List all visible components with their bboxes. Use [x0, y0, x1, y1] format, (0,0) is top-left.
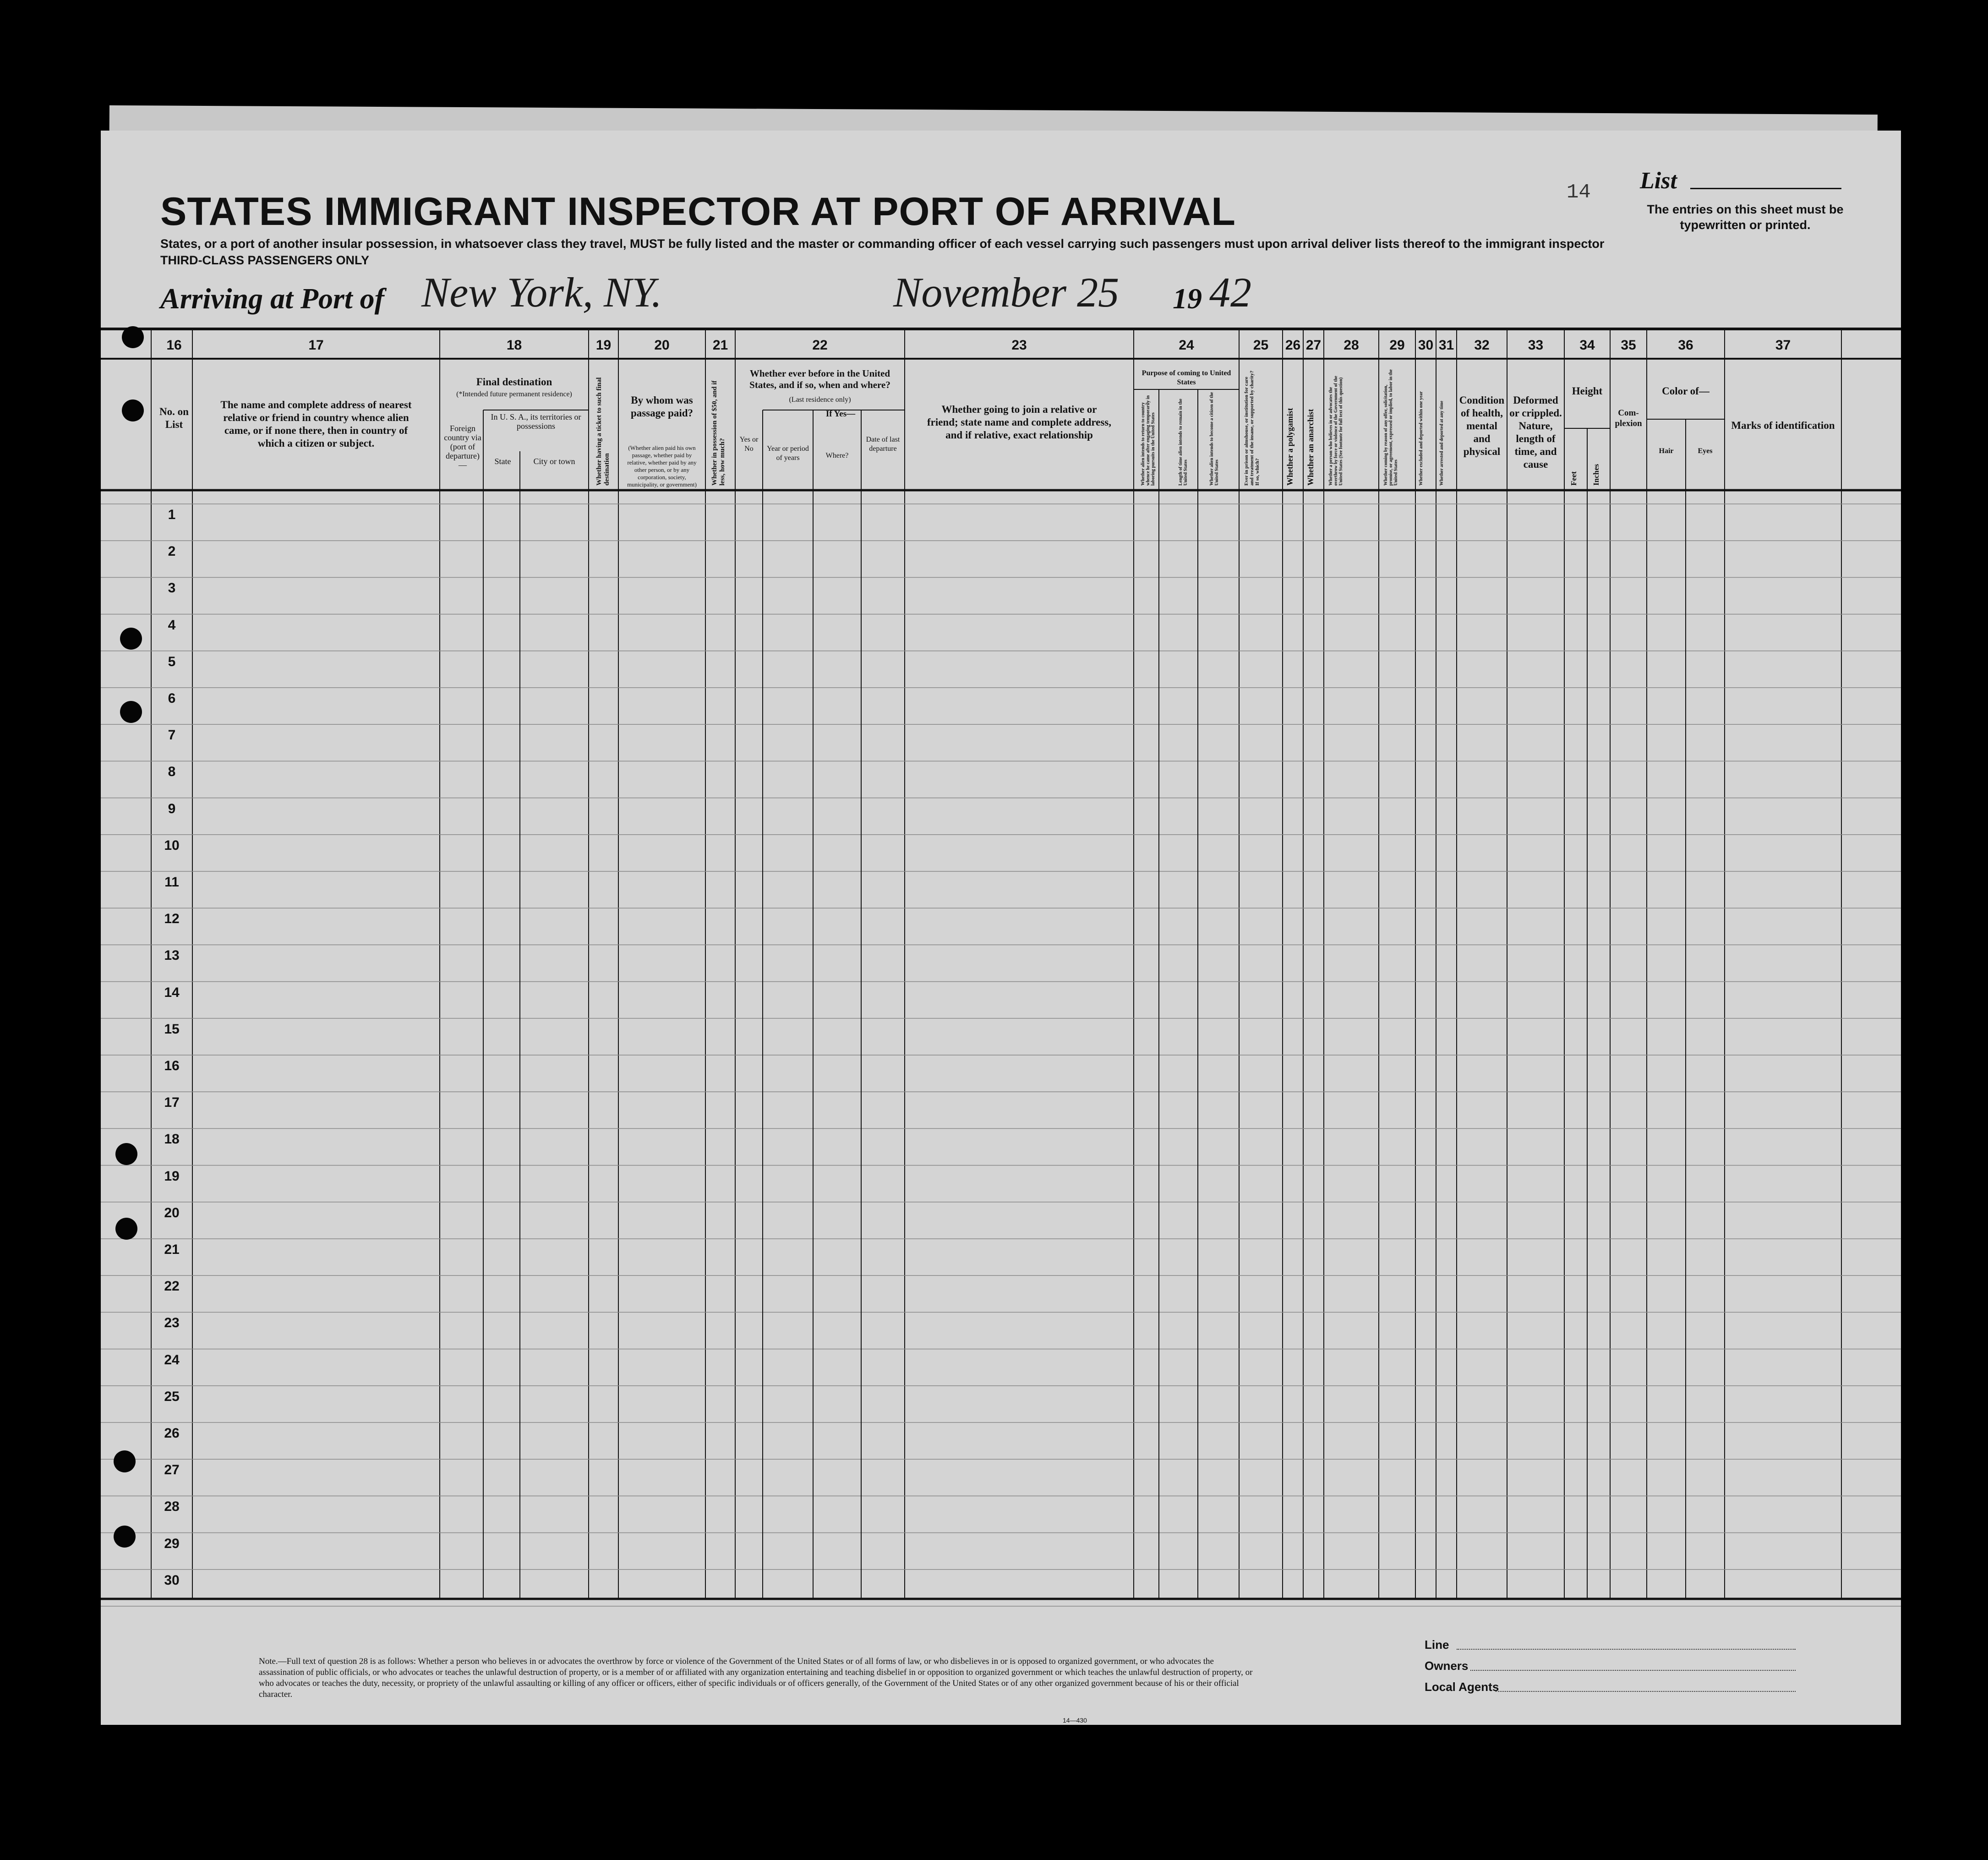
- header-nearest-relative: The name and complete address of nearest relative or friend in country whence alien came, or if none there, then in country of which a citizen or subject.: [220, 399, 412, 449]
- header-city: City or town: [533, 457, 575, 466]
- owners-label: Owners: [1425, 1659, 1469, 1673]
- binder-hole: [114, 1526, 136, 1548]
- local-agents-field: [1496, 1691, 1796, 1692]
- manifest-sheet: [101, 131, 1901, 1725]
- col-num-16: 16: [166, 338, 182, 353]
- header-polygamist: Whether a polygamist: [1285, 408, 1294, 486]
- owners-field: [1470, 1670, 1796, 1671]
- row-number: 18: [164, 1132, 180, 1147]
- instruction-line: States, or a port of another insular possession, in whatsoever class they travel, MUST be fully listed and the master or commanding officer of each vessel carrying such passengers must upon arrival deliver lists thereof to the immigrant inspector: [160, 237, 1605, 251]
- line-field: [1457, 1649, 1796, 1650]
- form-number: 14—430: [1063, 1717, 1087, 1724]
- header-state: State: [494, 457, 511, 466]
- header-final-destination-note: (*Intended future permanent residence): [456, 390, 572, 398]
- col-num-21: 21: [712, 338, 728, 353]
- header-join-relative: Whether going to join a relative or friend; state name and complete address, and if relative, exact relationship: [927, 404, 1112, 441]
- binder-hole: [120, 628, 142, 650]
- col-num-29: 29: [1389, 338, 1405, 353]
- row-number: 21: [164, 1242, 180, 1257]
- binder-hole: [114, 1450, 136, 1472]
- col-num-35: 35: [1621, 338, 1636, 353]
- header-if-yes: If Yes—: [825, 409, 856, 419]
- col-num-27: 27: [1305, 338, 1322, 353]
- col-num-23: 23: [1011, 338, 1027, 353]
- col-num-36: 36: [1678, 338, 1693, 353]
- header-years: Year or period of years: [767, 445, 809, 462]
- typewritten-instruction: The entries on this sheet must be typewritten or printed.: [1647, 202, 1844, 232]
- header-purpose-length: Length of time alien intends to remain in the United States: [1178, 399, 1188, 486]
- row-number: 10: [164, 837, 180, 853]
- header-eyes: Eyes: [1698, 447, 1713, 455]
- row-number: 16: [164, 1058, 180, 1073]
- row-number: 2: [168, 544, 176, 559]
- local-agents-label: Local Agents: [1425, 1680, 1499, 1694]
- year-handwritten: 42: [1209, 269, 1251, 316]
- header-yes-no: Yes or No: [739, 436, 759, 453]
- row-number: 22: [164, 1279, 180, 1294]
- col-num-33: 33: [1528, 338, 1544, 353]
- header-marks-identification: Marks of identification: [1731, 420, 1835, 431]
- header-date-departure: Date of last departure: [866, 436, 900, 453]
- footnote-question-28: Note.—Full text of question 28 is as follows: Whether a person who believes in or advocates the overthrow by force or violence of the Government of the United States or of all forms of law, or who disbelieves in or is opposed to organized government, or who advocates the assassination of public officials, or who advocates or teaches the unlawful destruction of property, or is a member of or affiliated with any organization entertaining and teaching disbelief in or opposition to organized government or which teaches the unlawful destruction of property, or who advocates or teaches the duty, necessity, or propriety of the unlawful assaulting or killing of any officer or officers, either of specific individuals or of officers generally, of the Government of the United States or of any other organized government because of his or their official character.: [259, 1657, 1253, 1699]
- row-number: 1: [168, 507, 176, 522]
- header-prison: Ever in prison or almshouse, or institution for care and treatment of the insane, or supported by charity? If so, which?: [1244, 370, 1260, 486]
- col-num-34: 34: [1579, 338, 1595, 353]
- row-number: 11: [164, 875, 179, 890]
- binder-hole: [115, 1143, 137, 1165]
- line-label: Line: [1425, 1638, 1449, 1652]
- row-number: 13: [164, 948, 180, 963]
- page-title: STATES IMMIGRANT INSPECTOR AT PORT OF ARRIVAL: [160, 190, 1236, 234]
- header-health: Condition of health, mental and physical: [1459, 394, 1505, 457]
- header-fifty-dollars: Whether in possession of $50, and if less, how much?: [711, 380, 726, 486]
- binder-hole: [122, 399, 144, 421]
- row-number: 23: [164, 1315, 180, 1331]
- row-number: 17: [164, 1095, 180, 1111]
- header-foreign-country: Foreign country via (port of departure)—: [444, 424, 481, 470]
- row-number: 3: [168, 580, 176, 596]
- header-complexion: Com-plexion: [1615, 408, 1642, 428]
- row-number: 15: [164, 1021, 180, 1037]
- header-ever-before-us: Whether ever before in the United States, and if so, when and where?: [749, 368, 890, 390]
- row-number: 29: [164, 1536, 180, 1551]
- binder-hole: [115, 1218, 137, 1240]
- page-mark: 14: [1567, 181, 1591, 204]
- row-number: 6: [168, 691, 176, 706]
- row-number: 28: [164, 1499, 180, 1515]
- col-num-32: 32: [1474, 338, 1490, 353]
- binder-hole: [122, 326, 144, 348]
- header-last-residence: (Last residence only): [789, 396, 851, 404]
- col-num-17: 17: [308, 338, 324, 353]
- row-number: 24: [164, 1352, 180, 1368]
- table-grid: [101, 131, 1901, 1725]
- col-num-19: 19: [595, 338, 612, 353]
- col-num-26: 26: [1285, 338, 1301, 353]
- header-feet: Feet: [1569, 471, 1578, 486]
- header-color-of: Color of—: [1662, 385, 1709, 397]
- header-no-on-list: No. on List: [159, 406, 189, 430]
- header-excluded: Whether excluded and deported within one year: [1419, 391, 1424, 486]
- row-number: 4: [168, 617, 176, 633]
- row-number: 5: [168, 654, 176, 669]
- header-overthrow: Whether a person who believes in or advocates the overthrow by force or violence of the Government of the United States (See footnote for full text of this question): [1328, 376, 1344, 486]
- year-prefix: 19: [1173, 282, 1202, 315]
- header-labor-offer: Whether coming by reason of any offer, solicitation, promise, or agreement, expressed or implied, to labor in the United States: [1383, 369, 1398, 486]
- list-label: List: [1640, 168, 1677, 194]
- row-number: 8: [168, 764, 176, 780]
- header-purpose: Purpose of coming to United States: [1141, 369, 1231, 386]
- header-deformed: Deformed or crippled. Nature, length of time, and cause: [1509, 394, 1562, 470]
- header-passage-paid: By whom was passage paid?: [630, 394, 694, 419]
- row-number: 25: [164, 1389, 180, 1404]
- row-number: 19: [164, 1168, 180, 1184]
- header-arrested: Whether arrested and deported at any time: [1439, 400, 1444, 486]
- col-num-28: 28: [1344, 338, 1359, 353]
- arriving-label: Arriving at Port of: [160, 282, 384, 315]
- col-num-24: 24: [1179, 338, 1194, 353]
- col-num-25: 25: [1253, 338, 1269, 353]
- row-number: 30: [164, 1572, 180, 1588]
- col-num-18: 18: [506, 338, 522, 353]
- header-anarchist: Whether an anarchist: [1306, 409, 1315, 486]
- header-height: Height: [1572, 385, 1603, 397]
- header-in-usa: In U. S. A., its territories or possessions: [491, 412, 581, 431]
- row-number: 9: [168, 801, 176, 816]
- header-ticket: Whether having a ticket to such final destination: [595, 377, 611, 486]
- class-line: THIRD-CLASS PASSENGERS ONLY: [160, 253, 370, 267]
- header-purpose-citizen: Whether alien intends to become a citizen of the United States: [1209, 392, 1219, 486]
- header-final-destination: Final destination: [476, 376, 552, 388]
- row-number: 12: [164, 911, 180, 927]
- row-number: 20: [164, 1205, 180, 1220]
- row-number: 14: [164, 985, 180, 1000]
- header-purpose-return: Whether alien intends to return to country whence he came after engaging temporarily in laboring pursuits in the United States: [1141, 395, 1156, 486]
- col-num-37: 37: [1775, 338, 1791, 353]
- header-hair: Hair: [1659, 447, 1674, 455]
- header-inches: Inches: [1592, 464, 1600, 486]
- row-number: 26: [164, 1426, 180, 1441]
- header-where: Where?: [825, 452, 849, 460]
- header-passage-note: (Whether alien paid his own passage, whether paid by relative, whether paid by any other person, or by any corporation, society, municipality, or government): [627, 444, 697, 488]
- port-handwritten: New York, NY.: [421, 269, 662, 316]
- row-number: 7: [168, 728, 176, 743]
- binder-hole: [120, 701, 142, 723]
- row-number: 27: [164, 1462, 180, 1478]
- col-num-30: 30: [1418, 338, 1434, 353]
- col-num-20: 20: [654, 338, 670, 353]
- date-handwritten: November 25: [893, 269, 1120, 316]
- col-num-22: 22: [812, 338, 828, 353]
- col-num-31: 31: [1438, 338, 1454, 353]
